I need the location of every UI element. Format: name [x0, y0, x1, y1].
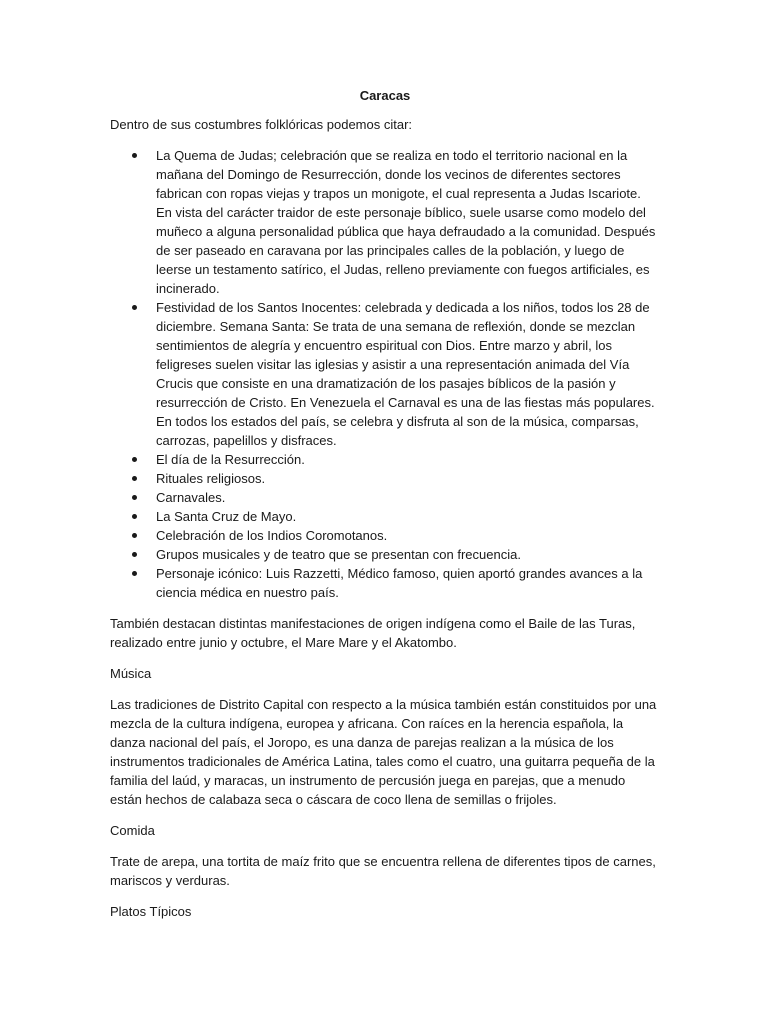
list-item	[156, 564, 660, 602]
bullet-icon	[132, 457, 137, 462]
bullet-icon	[132, 533, 137, 538]
customs-list	[110, 146, 660, 602]
bullet-icon	[132, 153, 137, 158]
food-heading: Comida	[110, 823, 155, 838]
list-item	[156, 545, 660, 564]
list-item-text: El día de la Resurrección.	[156, 452, 305, 467]
list-item-text: La Santa Cruz de Mayo.	[156, 509, 297, 524]
list-item-text: Personaje icónico: Luis Razzetti, Médico famoso, quien aportó grandes avances a la ciencia médica en nuestro país.	[156, 566, 643, 600]
list-item	[156, 298, 660, 450]
list-item-lead: La Quema de Judas;	[156, 148, 277, 163]
food-paragraph: Trate de arepa, una tortita de maíz frito que se encuentra rellena de diferentes tipos de carnes, mariscos y verduras.	[110, 854, 656, 888]
list-item-text: Celebración de los Indios Coromotanos.	[156, 528, 388, 543]
list-item	[156, 450, 660, 469]
indigenous-paragraph: También destacan distintas manifestaciones de origen indígena como el Baile de las Turas, realizado entre junio y octubre, el Mare Mare y el Akatombo.	[110, 616, 636, 650]
list-item-text: Grupos musicales y de teatro que se presentan con frecuencia.	[156, 547, 521, 562]
list-item-text: Rituales religiosos.	[156, 471, 266, 486]
list-item	[156, 488, 660, 507]
document-title: Caracas	[359, 88, 411, 103]
bullet-icon	[132, 552, 137, 557]
list-item-text: celebrada y dedicada a los niños, todos los 28 de diciembre. Semana Santa: Se trata de una semana de reflexión, donde se mezclan sentimientos de alegría y encuentro espiritual con Dios. Entre marzo y abril, los feligreses suelen visitar las iglesias y asistir a una representación animada del Vía Crucis que consiste en una dramatización de los pasajes bíblicos de la pasión y resurrección de Cristo. En Venezuela el Carnaval es una de las fiestas más populares. En todos los estados del país, se celebra y disfruta al son de la música, comparsas, carrozas, papelillos y disfraces.	[156, 300, 655, 448]
music-heading: Música	[110, 666, 152, 681]
list-item	[156, 507, 660, 526]
intro-paragraph: Dentro de sus costumbres folklóricas podemos citar:	[110, 117, 413, 132]
list-item-text: celebración que se realiza en todo el territorio nacional en la mañana del Domingo de Resurrección, donde los vecinos de diferentes sectores fabrican con ropas viejas y trapos un monigote, el cual representa a Judas Iscariote. En vista del carácter traidor de este personaje bíblico, suele usarse como modelo del muñeco a alguna personalidad pública que haya defraudado a la comunidad. Después de ser paseado en caravana por las principales calles de la población, y luego de leerse un testamento satírico, el Judas, relleno previamente con fuegos artificiales, es incinerado.	[156, 148, 656, 296]
typical-dishes-heading: Platos Típicos	[110, 904, 192, 919]
list-item	[156, 146, 660, 298]
list-item-text: Carnavales.	[156, 490, 226, 505]
list-item	[156, 526, 660, 545]
list-item-lead: Festividad de los Santos Inocentes:	[156, 300, 362, 315]
bullet-icon	[132, 495, 137, 500]
bullet-icon	[132, 476, 137, 481]
music-paragraph: Las tradiciones de Distrito Capital con respecto a la música también están constituidos por una mezcla de la cultura indígena, europea y africana. Con raíces en la herencia española, la danza nacional del país, el Joropo, es una danza de parejas realizan a la música de los instrumentos tradicionales de América Latina, tales como el cuatro, una guitarra pequeña de la familia del laúd, y maracas, un instrumento de percusión juega en parejas, que a menudo están hechos de calabaza seca o cáscara de coco llena de semillas o frijoles.	[110, 697, 657, 807]
list-item	[156, 469, 660, 488]
bullet-icon	[132, 571, 137, 576]
document-page	[110, 86, 660, 933]
bullet-icon	[132, 305, 137, 310]
bullet-icon	[132, 514, 137, 519]
